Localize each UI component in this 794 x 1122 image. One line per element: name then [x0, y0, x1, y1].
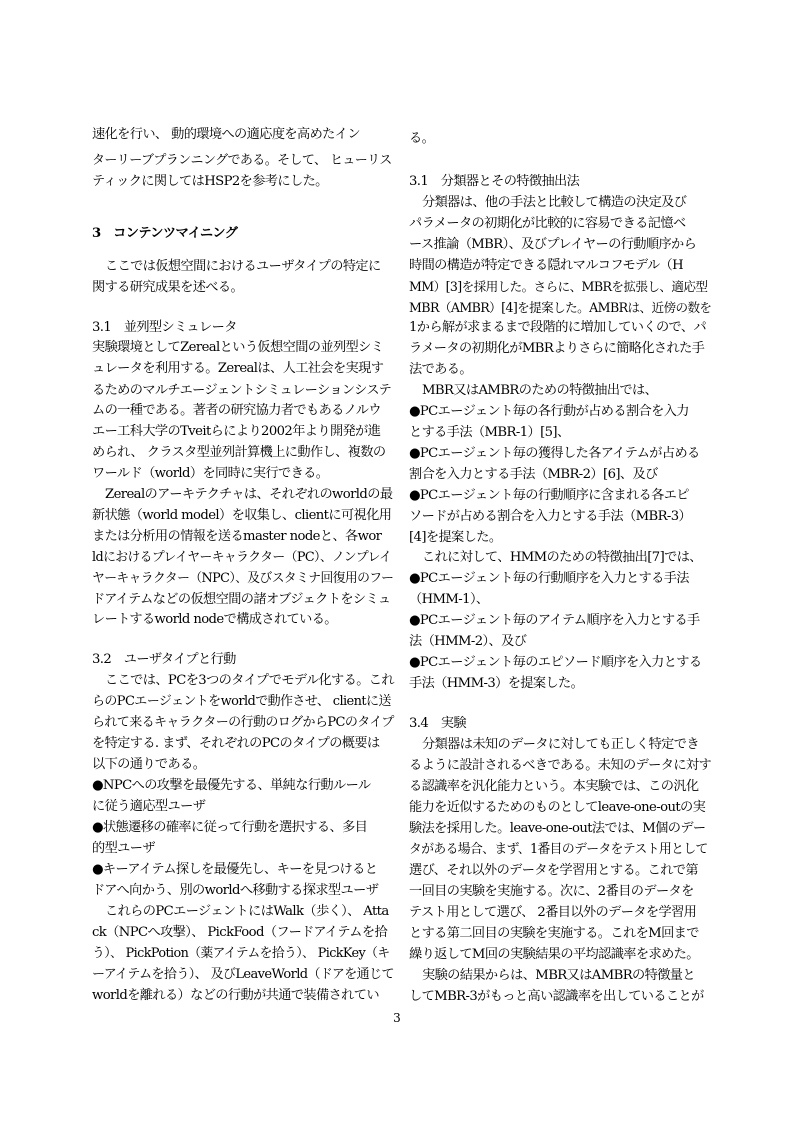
text-line: 能力を近似するためのものとしてleave-one-outの実	[409, 800, 706, 815]
text-line: MBR又はAMBRのための特徴抽出では、	[422, 383, 658, 398]
list-item: ●PCエージェント毎の行動順序に含まれる各エピ	[409, 488, 689, 503]
text-line: 新状態（world model）を収集し、clientに可視化用	[92, 508, 392, 523]
text-line: ース推論（MBR）、及びプレイヤーの行動順序から	[409, 237, 697, 252]
subsection-heading: 3.1 並列型シミュレータ	[92, 320, 237, 335]
text-line: 実験の結果からは、MBR又はAMBRの特徴量と	[422, 968, 695, 983]
text-line: に従う適応型ユーザ	[92, 799, 206, 814]
text-line: パラメータの初期化が比較的に容易できる記憶ベ	[409, 216, 686, 231]
text-line: レートするworld nodeで構成されている。	[92, 612, 337, 627]
subsection-heading: 3.2 ユーザタイプと行動	[92, 652, 236, 667]
list-item: ●PCエージェント毎のアイテム順序を入力とする手	[409, 613, 700, 628]
text-line: MBR（AMBR）[4]を提案した。AMBRは、近傍の数を	[409, 300, 712, 315]
list-item: ●NPCへの攻撃を最優先する、単純な行動ルール	[92, 778, 371, 793]
list-item: ●状態遷移の確率に従って行動を選択する、多目	[92, 820, 368, 835]
text-line: してMBR-3がもっと高い認識率を出していることが	[409, 989, 704, 1004]
list-item: ●キーアイテム探しを最優先し、キーを見つけると	[92, 862, 378, 877]
text-line: ドアへ向かう、別のworldへ移動する探求型ユーザ	[92, 883, 379, 898]
text-line: [4]を提案した。	[409, 530, 502, 545]
text-line: ldにおけるプレイヤーキャラクター（PC）、ノンプレイ	[92, 550, 392, 565]
text-line: 関する研究成果を述べる。	[92, 280, 244, 295]
text-line: ワールド（world）を同時に実行できる。	[92, 466, 329, 481]
text-line: ターリーブプランニングである。そして、 ヒューリス	[92, 153, 392, 168]
text-line: テスト用として選び、 2番目以外のデータを学習用	[409, 905, 697, 920]
text-line: または分析用の情報を送るmaster nodeと、各wor	[92, 529, 382, 544]
text-line: とする第二回目の実験を実施する。これをM回まで	[409, 926, 699, 941]
text-line: ck（NPCへ攻撃）、 PickFood（フードアイテムを拾	[92, 925, 388, 940]
page-number: 3	[393, 1011, 401, 1025]
text-line: worldを離れる）などの行動が共通で装備されてい	[92, 988, 379, 1003]
text-line: らのPCエージェントをworldで動作させ、 clientに送	[92, 694, 391, 709]
text-line: ここでは、PCを3つのタイプでモデル化する。これ	[105, 673, 394, 688]
text-line: タがある場合、まず、1番目のデータをテスト用として	[409, 842, 708, 857]
text-line: 分類器は未知のデータに対しても正しく特定でき	[422, 737, 699, 752]
subsection-heading: 3.1 分類器とその特徴抽出法	[409, 174, 580, 189]
text-line: MM）[3]を採用した。さらに、MBRを拡張し、適応型	[409, 279, 708, 294]
subsection-heading: 3.4 実験	[409, 716, 466, 731]
text-line: ュレータを利用する。Zerealは、人工社会を実現す	[92, 361, 384, 376]
text-line: 法（HMM-2）、及び	[409, 634, 527, 649]
text-line: 実験環境としてZerealという仮想空間の並列型シミ	[92, 340, 384, 355]
text-line: ラメータの初期化がMBRよりさらに簡略化された手	[409, 341, 705, 356]
text-line: られて来るキャラクターの行動のログからPCのタイプ	[92, 715, 394, 730]
text-line: 繰り返してM回の実験結果の平均認識率を求めた。	[409, 947, 699, 962]
list-item: ●PCエージェント毎のエピソード順序を入力とする	[409, 655, 702, 670]
text-line: められ、 クラスタ型並列計算機上に動作し、複数の	[92, 445, 386, 460]
text-line: （HMM-1）、	[409, 592, 489, 607]
text-line: 速化を行い、 動的環境への適応度を高めたイン	[92, 127, 360, 142]
text-line: ここでは仮想空間におけるユーザタイプの特定に	[105, 259, 381, 274]
text-line: 1から解が求まるまで段階的に増加していくので、パ	[409, 320, 707, 335]
text-line: ソードが占める割合を入力とする手法（MBR-3）	[409, 509, 692, 524]
text-line: 以下の通りである。	[92, 757, 206, 772]
text-line: 的型ユーザ	[92, 841, 155, 856]
text-line: 時間の構造が特定できる隠れマルコフモデル（H	[409, 258, 684, 273]
text-line: を特定する. まず、それぞれのPCのタイプの概要は	[92, 736, 380, 751]
text-line: るように設計されるべきである。未知のデータに対す	[409, 758, 712, 773]
text-line: う）、 PickPotion（薬アイテムを拾う）、 PickKey（キ	[92, 946, 390, 961]
text-line: 選び、それ以外のデータを学習用とする。これで第	[409, 863, 698, 878]
list-item: ●PCエージェント毎の獲得した各アイテムが占める	[409, 446, 700, 461]
text-line: Zerealのアーキテクチャは、それぞれのworldの最	[105, 487, 393, 502]
text-line: 割合を入力とする手法（MBR-2）[6]、及び	[409, 467, 658, 482]
text-line: ドアイテムなどの仮想空間の諸オブジェクトをシミュ	[92, 592, 391, 607]
text-line: 験法を採用した。leave-one-out法では、M個のデー	[409, 821, 706, 836]
text-line: これらのPCエージェントにはWalk（歩く）、 Atta	[105, 904, 389, 919]
text-line: 法である。	[409, 362, 472, 377]
text-line: る。	[409, 131, 435, 146]
text-line: これに対して、HMMのための特徴抽出[7]では、	[422, 550, 702, 565]
text-line: エー工科大学のTveitらにより2002年より開発が進	[92, 424, 381, 439]
text-line: 手法（HMM-3）を提案した。	[409, 676, 584, 691]
text-line: とする手法（MBR-1）[5]、	[409, 425, 570, 440]
text-line: ーアイテムを拾う）、 及びLeaveWorld（ドアを通じて	[92, 967, 394, 982]
text-line: ティックに関してはHSP2を参考にした。	[92, 174, 328, 189]
list-item: ●PCエージェント毎の行動順序を入力とする手法	[409, 571, 689, 586]
text-line: 分類器は、他の手法と比較して構造の決定及び	[422, 195, 687, 210]
text-line: 一回目の実験を実施する。次に、2番目のデータを	[409, 884, 694, 899]
text-line: るためのマルチエージェントシミュレーションシステ	[92, 383, 392, 398]
text-line: ヤーキャラクター（NPC）、及びスタミナ回復用のフー	[92, 571, 394, 586]
section-heading: 3 コンテンツマイニング	[92, 226, 238, 241]
text-line: ムの一種である。著者の研究協力者でもあるノルウ	[92, 403, 381, 418]
text-line: る認識率を汎化能力という。本実験では、この汎化	[409, 779, 699, 794]
list-item: ●PCエージェント毎の各行動が占める割合を入力	[409, 404, 689, 419]
